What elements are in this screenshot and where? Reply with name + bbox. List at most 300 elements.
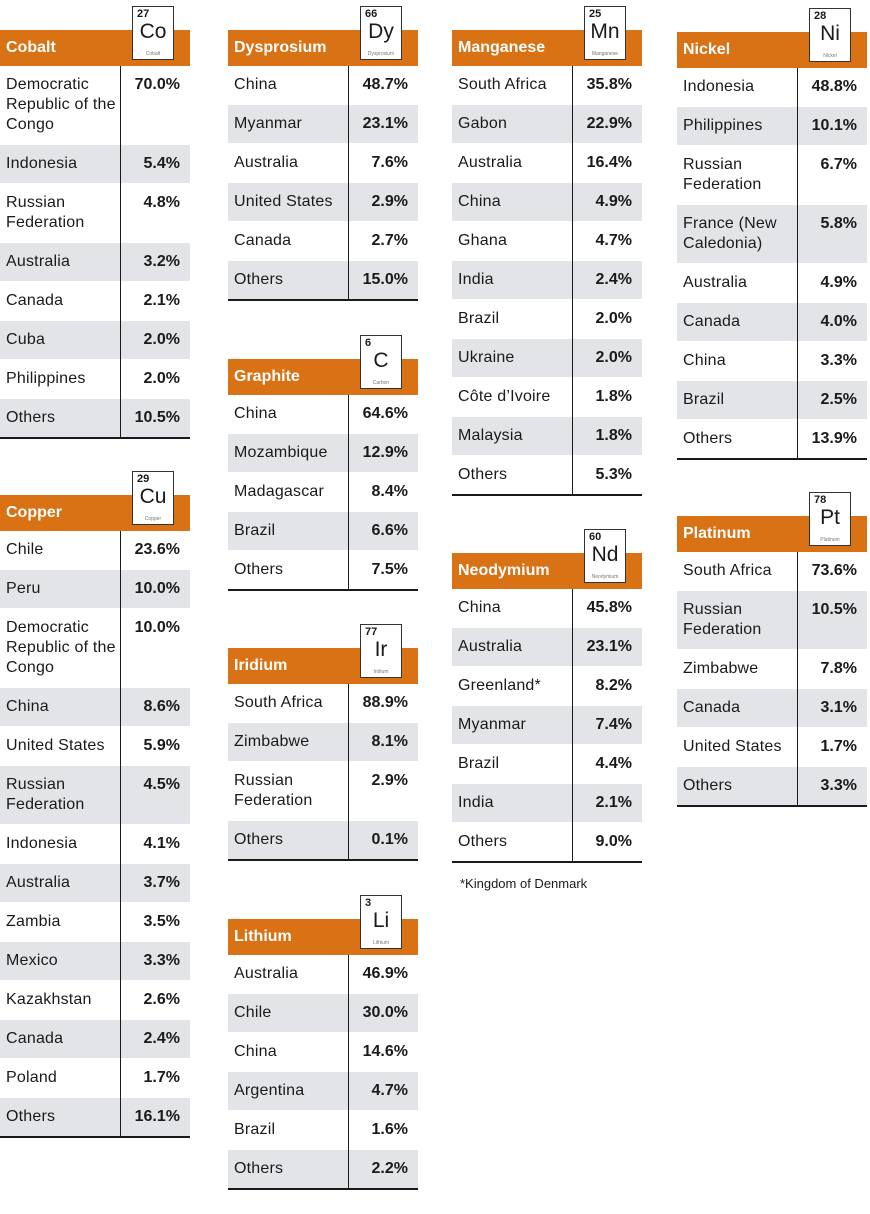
table-row	[0, 1019, 190, 1058]
table-row	[677, 380, 867, 419]
atomic-number: 6	[365, 337, 372, 349]
table-row	[228, 182, 418, 221]
share-value: 2.1%	[595, 794, 632, 811]
share-value: 13.9%	[811, 430, 857, 447]
share-value: 3.3%	[820, 352, 857, 369]
share-value: 7.5%	[371, 561, 408, 578]
element-tile	[809, 492, 851, 546]
share-value: 3.3%	[820, 777, 857, 794]
table-row	[228, 684, 418, 722]
table-row	[0, 608, 190, 687]
country-name: Others	[6, 409, 56, 426]
platinum-header	[677, 494, 867, 552]
share-value: 64.6%	[362, 405, 408, 422]
share-value: 7.8%	[820, 660, 857, 677]
table-row	[677, 552, 867, 590]
share-value: 88.9%	[362, 694, 408, 711]
table-row	[677, 145, 867, 204]
share-value: 10.5%	[811, 601, 857, 618]
country-name: Others	[683, 430, 733, 447]
country-name: Others	[234, 831, 284, 848]
table-rows	[228, 684, 418, 861]
share-value: 8.4%	[371, 483, 408, 500]
country-name: Russian Federation	[683, 156, 762, 193]
country-name: Others	[458, 466, 508, 483]
table-row	[0, 941, 190, 980]
country-name: South Africa	[683, 562, 772, 579]
share-value: 2.6%	[143, 991, 180, 1008]
table-rows	[228, 395, 418, 591]
country-name: Australia	[6, 253, 71, 270]
table-row	[228, 221, 418, 260]
country-name: Brazil	[234, 1121, 276, 1138]
country-name: China	[234, 405, 277, 422]
share-value: 3.1%	[820, 699, 857, 716]
table-row	[228, 1110, 418, 1149]
country-name: India	[458, 271, 494, 288]
country-name: South Africa	[458, 76, 547, 93]
atomic-number: 3	[365, 897, 372, 909]
table-row	[0, 66, 190, 144]
table-row	[452, 705, 642, 744]
share-value: 4.4%	[595, 755, 632, 772]
share-value: 4.8%	[143, 194, 180, 211]
element-symbol: Nd	[591, 543, 619, 566]
manganese-table	[452, 8, 642, 496]
table-row	[0, 144, 190, 183]
share-value: 3.3%	[143, 952, 180, 969]
share-value: 4.1%	[143, 835, 180, 852]
country-name: United States	[6, 737, 105, 754]
atomic-number: 66	[365, 8, 378, 20]
atomic-number: 25	[589, 8, 602, 20]
share-value: 5.9%	[143, 737, 180, 754]
country-name: Others	[234, 561, 284, 578]
table-row	[228, 395, 418, 433]
table-row	[452, 416, 642, 455]
share-value: 3.2%	[143, 253, 180, 270]
share-value: 5.3%	[595, 466, 632, 483]
table-rows	[452, 589, 642, 863]
table-row	[677, 341, 867, 380]
country-name: Brazil	[683, 391, 725, 408]
country-name: Indonesia	[6, 835, 78, 852]
element-name: Copper	[144, 516, 162, 522]
country-name: United States	[234, 193, 333, 210]
country-name: Gabon	[458, 115, 508, 132]
country-name: Chile	[6, 541, 44, 558]
table-row	[228, 722, 418, 761]
country-name: Zambia	[6, 913, 61, 930]
footnote: *Kingdom of Denmark	[460, 876, 588, 891]
table-row	[0, 980, 190, 1019]
share-value: 15.0%	[362, 271, 408, 288]
table-row	[0, 687, 190, 726]
table-row	[0, 531, 190, 569]
table-row	[0, 863, 190, 902]
country-name: Others	[458, 833, 508, 850]
country-name: Côte d’Ivoire	[458, 388, 551, 405]
lithium-header	[228, 897, 418, 955]
share-value: 23.1%	[586, 638, 632, 655]
share-value: 30.0%	[362, 1004, 408, 1021]
element-tile	[360, 624, 402, 678]
table-row	[677, 106, 867, 145]
table-row	[452, 455, 642, 494]
atomic-number: 78	[814, 494, 827, 506]
table-row	[0, 183, 190, 242]
share-value: 1.8%	[595, 427, 632, 444]
country-name: Philippines	[683, 117, 763, 134]
share-value: 8.2%	[595, 677, 632, 694]
share-value: 6.7%	[820, 156, 857, 173]
share-value: 4.0%	[820, 313, 857, 330]
country-name: Zimbabwe	[234, 733, 310, 750]
table-rows	[0, 66, 190, 439]
element-symbol: Ni	[820, 22, 840, 45]
country-name: Canada	[683, 699, 741, 716]
country-name: Australia	[234, 965, 299, 982]
table-row	[0, 281, 190, 320]
country-name: Chile	[234, 1004, 272, 1021]
country-name: Russian Federation	[683, 601, 762, 638]
share-value: 2.0%	[143, 370, 180, 387]
table-row	[677, 263, 867, 302]
country-name: Russian Federation	[234, 772, 313, 809]
country-name: Indonesia	[6, 155, 78, 172]
share-value: 23.1%	[362, 115, 408, 132]
table-title: Iridium	[234, 657, 288, 674]
table-row	[228, 550, 418, 589]
share-value: 1.7%	[820, 738, 857, 755]
table-row	[228, 260, 418, 299]
country-name: Brazil	[234, 522, 276, 539]
table-row	[452, 783, 642, 822]
table-row	[0, 1058, 190, 1097]
share-value: 2.9%	[371, 193, 408, 210]
share-value: 10.0%	[134, 619, 180, 636]
share-value: 8.1%	[371, 733, 408, 750]
table-row	[228, 1149, 418, 1188]
atomic-number: 28	[814, 10, 827, 22]
table-row	[677, 68, 867, 106]
graphite-header	[228, 337, 418, 395]
table-row	[0, 765, 190, 824]
share-value: 70.0%	[134, 76, 180, 93]
table-rows	[0, 531, 190, 1138]
share-value: 10.0%	[134, 580, 180, 597]
atomic-number: 77	[365, 626, 378, 638]
country-name: Mozambique	[234, 444, 328, 461]
share-value: 22.9%	[586, 115, 632, 132]
table-row	[452, 260, 642, 299]
country-name: Australia	[6, 874, 71, 891]
table-row	[452, 66, 642, 104]
table-title: Lithium	[234, 928, 292, 945]
element-name: Manganese	[591, 51, 619, 57]
table-rows	[228, 66, 418, 301]
table-rows	[452, 66, 642, 496]
share-value: 2.4%	[595, 271, 632, 288]
share-value: 3.7%	[143, 874, 180, 891]
table-row	[452, 627, 642, 666]
country-name: Brazil	[458, 755, 500, 772]
element-symbol: Cu	[139, 485, 167, 508]
table-rows	[677, 552, 867, 807]
element-name: Iridium	[373, 669, 389, 675]
cobalt-header	[0, 8, 190, 66]
nickel-table	[677, 10, 867, 460]
share-value: 12.9%	[362, 444, 408, 461]
table-row	[452, 221, 642, 260]
country-name: Others	[234, 1160, 284, 1177]
element-tile	[584, 529, 626, 583]
table-row	[0, 569, 190, 608]
atomic-number: 60	[589, 531, 602, 543]
element-tile	[360, 335, 402, 389]
element-tile	[809, 8, 851, 62]
table-rows	[677, 68, 867, 460]
country-name: Australia	[458, 638, 523, 655]
country-name: Democratic Republic of the Congo	[6, 76, 116, 133]
element-symbol: Dy	[368, 20, 394, 43]
table-rows	[228, 955, 418, 1190]
country-name: Kazakhstan	[6, 991, 92, 1008]
table-title: Manganese	[458, 39, 546, 56]
table-row	[0, 1097, 190, 1136]
dysprosium-header	[228, 8, 418, 66]
element-tile	[360, 895, 402, 949]
table-row	[677, 419, 867, 458]
table-row	[0, 902, 190, 941]
element-name: Carbon	[372, 380, 390, 386]
country-name: Malaysia	[458, 427, 523, 444]
table-row	[677, 649, 867, 688]
table-row	[677, 302, 867, 341]
table-row	[452, 822, 642, 861]
share-value: 10.1%	[811, 117, 857, 134]
share-value: 8.6%	[143, 698, 180, 715]
table-row	[677, 766, 867, 805]
country-name: China	[234, 1043, 277, 1060]
country-name: Ukraine	[458, 349, 515, 366]
share-value: 5.4%	[143, 155, 180, 172]
element-symbol: Mn	[590, 20, 620, 43]
table-row	[228, 66, 418, 104]
table-row	[228, 511, 418, 550]
element-name: Platinum	[820, 537, 840, 543]
share-value: 2.9%	[371, 772, 408, 789]
dysprosium-table	[228, 8, 418, 301]
neodymium-table	[452, 531, 642, 863]
country-name: Myanmar	[234, 115, 303, 132]
share-value: 3.5%	[143, 913, 180, 930]
copper-header	[0, 473, 190, 531]
share-value: 0.1%	[371, 831, 408, 848]
table-row	[452, 589, 642, 627]
share-value: 4.9%	[595, 193, 632, 210]
country-name: China	[458, 599, 501, 616]
country-name: South Africa	[234, 694, 323, 711]
country-name: China	[6, 698, 49, 715]
element-tile	[132, 6, 174, 60]
element-symbol: Ir	[374, 638, 388, 661]
country-name: China	[683, 352, 726, 369]
table-row	[452, 338, 642, 377]
table-row	[452, 744, 642, 783]
share-value: 16.1%	[134, 1108, 180, 1125]
table-row	[0, 359, 190, 398]
table-title: Cobalt	[6, 39, 56, 56]
iridium-table	[228, 626, 418, 861]
share-value: 46.9%	[362, 965, 408, 982]
country-name: Canada	[234, 232, 292, 249]
share-value: 4.7%	[371, 1082, 408, 1099]
element-name: Dysprosium	[367, 51, 395, 57]
share-value: 6.6%	[371, 522, 408, 539]
share-value: 10.5%	[134, 409, 180, 426]
share-value: 2.1%	[143, 292, 180, 309]
element-tile	[584, 6, 626, 60]
iridium-header	[228, 626, 418, 684]
table-row	[228, 955, 418, 993]
table-row	[228, 1032, 418, 1071]
share-value: 73.6%	[811, 562, 857, 579]
table-row	[228, 1071, 418, 1110]
table-row	[677, 590, 867, 649]
element-name: Lithium	[372, 940, 390, 946]
copper-table	[0, 473, 190, 1138]
nickel-header	[677, 10, 867, 68]
share-value: 4.9%	[820, 274, 857, 291]
table-row	[228, 143, 418, 182]
element-symbol: Co	[139, 20, 167, 43]
table-row	[452, 377, 642, 416]
share-value: 2.0%	[143, 331, 180, 348]
atomic-number: 27	[137, 8, 150, 20]
country-name: Others	[6, 1108, 56, 1125]
country-name: Ghana	[458, 232, 508, 249]
country-name: Argentina	[234, 1082, 305, 1099]
lithium-table	[228, 897, 418, 1190]
table-title: Graphite	[234, 368, 300, 385]
element-name: Cobalt	[145, 51, 161, 57]
country-name: France (New Caledonia)	[683, 215, 777, 252]
table-row	[228, 104, 418, 143]
share-value: 4.7%	[595, 232, 632, 249]
share-value: 5.8%	[820, 215, 857, 232]
country-name: Canada	[6, 1030, 64, 1047]
country-name: United States	[683, 738, 782, 755]
country-name: Peru	[6, 580, 41, 597]
country-name: Australia	[683, 274, 748, 291]
country-name: Myanmar	[458, 716, 527, 733]
share-value: 2.0%	[595, 310, 632, 327]
table-title: Neodymium	[458, 562, 550, 579]
table-row	[452, 143, 642, 182]
table-row	[452, 666, 642, 705]
share-value: 45.8%	[586, 599, 632, 616]
share-value: 48.8%	[811, 78, 857, 95]
element-symbol: Li	[372, 909, 390, 932]
share-value: 2.0%	[595, 349, 632, 366]
table-row	[0, 398, 190, 437]
share-value: 7.4%	[595, 716, 632, 733]
table-title: Nickel	[683, 41, 731, 58]
share-value: 35.8%	[586, 76, 632, 93]
table-row	[677, 727, 867, 766]
table-row	[228, 433, 418, 472]
country-name: Australia	[234, 154, 299, 171]
country-name: Canada	[6, 292, 64, 309]
manganese-header	[452, 8, 642, 66]
share-value: 16.4%	[586, 154, 632, 171]
share-value: 2.7%	[371, 232, 408, 249]
country-name: Russian Federation	[6, 776, 85, 813]
share-value: 1.7%	[143, 1069, 180, 1086]
country-name: Madagascar	[234, 483, 325, 500]
country-name: Cuba	[6, 331, 46, 348]
share-value: 1.6%	[371, 1121, 408, 1138]
table-row	[228, 993, 418, 1032]
platinum-table	[677, 494, 867, 807]
table-row	[452, 104, 642, 143]
graphite-table	[228, 337, 418, 591]
table-title: Platinum	[683, 525, 751, 542]
country-name: Mexico	[6, 952, 58, 969]
element-tile	[360, 6, 402, 60]
share-value: 2.5%	[820, 391, 857, 408]
country-name: Philippines	[6, 370, 86, 387]
country-name: Others	[683, 777, 733, 794]
country-name: India	[458, 794, 494, 811]
share-value: 7.6%	[371, 154, 408, 171]
country-name: Democratic Republic of the Congo	[6, 619, 116, 676]
share-value: 48.7%	[362, 76, 408, 93]
table-title: Copper	[6, 504, 62, 521]
country-name: Russian Federation	[6, 194, 85, 231]
country-name: Poland	[6, 1069, 58, 1086]
share-value: 2.2%	[371, 1160, 408, 1177]
table-row	[228, 820, 418, 859]
table-row	[0, 242, 190, 281]
share-value: 14.6%	[362, 1043, 408, 1060]
country-name: Brazil	[458, 310, 500, 327]
table-row	[228, 472, 418, 511]
country-name: Greenland*	[458, 677, 541, 694]
element-name: Nickel	[823, 53, 837, 59]
country-name: Others	[234, 271, 284, 288]
atomic-number: 29	[137, 473, 150, 485]
element-tile	[132, 471, 174, 525]
table-row	[677, 204, 867, 263]
element-name: Neodymium	[591, 574, 619, 580]
table-row	[677, 688, 867, 727]
country-name: China	[458, 193, 501, 210]
table-title: Dysprosium	[234, 39, 327, 56]
share-value: 4.5%	[143, 776, 180, 793]
country-name: China	[234, 76, 277, 93]
share-value: 2.4%	[143, 1030, 180, 1047]
country-name: Canada	[683, 313, 741, 330]
country-name: Indonesia	[683, 78, 755, 95]
share-value: 1.8%	[595, 388, 632, 405]
cobalt-table	[0, 8, 190, 439]
element-symbol: C	[373, 349, 389, 372]
table-row	[452, 299, 642, 338]
table-row	[0, 320, 190, 359]
table-row	[0, 824, 190, 863]
